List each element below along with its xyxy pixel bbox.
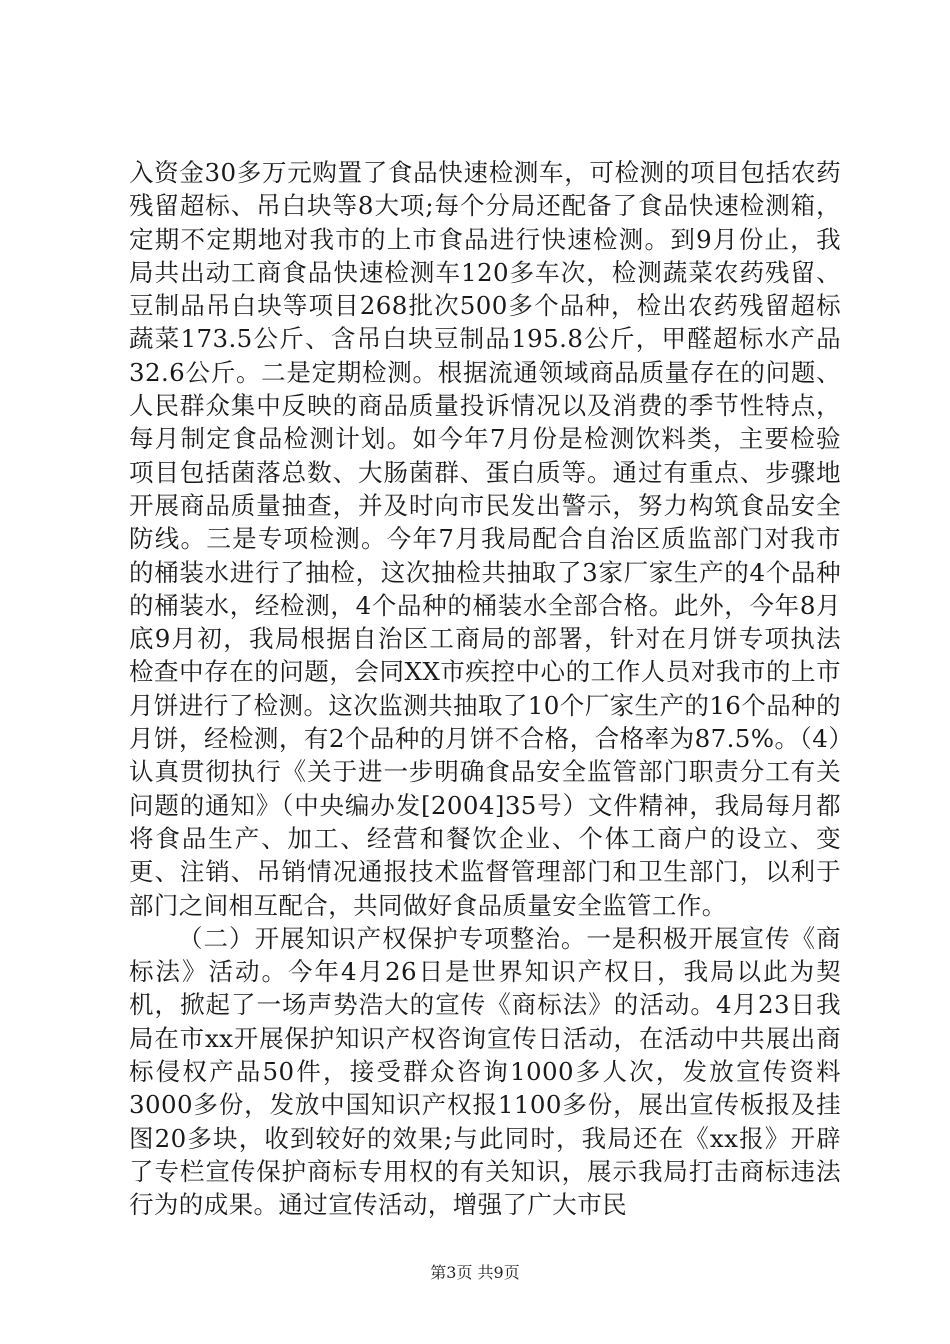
paragraph-food-safety-testing: 入资金30多万元购置了食品快速检测车，可检测的项目包括农药残留超标、吊白块等8大项;每个分局还配备了食品快速检测箱，定期不定期地对我市的上市食品进行快速检测。到9月份止，我局共出动工商食品快速检测车120多车次，检测蔬菜农药残留、豆制品吊白块等项目268批次500多个品种，检出农药残留超标蔬菜173.5公斤、含吊白块豆制品195.8公斤，甲醛超标水产品32.6公斤。二是定期检测。根据流通领域商品质量存在的问题、人民群众集中反映的商品质量投诉情况以及消费的季节性特点，每月制定食品检测计划。如今年7月份是检测饮料类，主要检验项目包括菌落总数、大肠菌群、蛋白质等。通过有重点、步骤地开展商品质量抽查，并及时向市民发出警示，努力构筑食品安全防线。三是专项检测。今年7月我局配合自治区质监部门对我市的桶装水进行了抽检，这次抽检共抽取了3家厂家生产的4个品种的桶装水，经检测，4个品种的桶装水全部合格。此外，今年8月底9月初，我局根据自治区工商局的部署，针对在月饼专项执法检查中存在的问题，会同XX市疾控中心的工作人员对我市的上市月饼进行了检测。这次监测共抽取了10个厂家生产的16个品种的月饼，经检测，有2个品种的月饼不合格，合格率为87.5%。（4）认真贯彻执行《关于进一步明确食品安全监管部门职责分工有关问题的通知》（中央编办发[2004]35号）文件精神，我局每月都将食品生产、加工、经营和餐饮企业、个体工商户的设立、变更、注销、吊销情况通报技术监督管理部门和卫生部门，以利于部门之间相互配合，共同做好食品质量安全监管工作。: [129, 158, 841, 920]
paragraph-ip-protection: （二）开展知识产权保护专项整治。一是积极开展宣传《商标法》活动。今年4月26日是世界知识产权日，我局以此为契机，掀起了一场声势浩大的宣传《商标法》的活动。4月23日我局在市xx开展保护知识产权咨询宣传日活动，在活动中共展出商标侵权产品50件，接受群众咨询1000多人次，发放宣传资料3000多份，发放中国知识产权报1100多份，展出宣传板报及挂图20多块，收到较好的效果;与此同时，我局还在《xx报》开辟了专栏宣传保护商标专用权的有关知识，展示我局打击商标违法行为的成果。通过宣传活动，增强了广大市民: [129, 923, 841, 1220]
document-body: [129, 156, 841, 1222]
page-number-footer: 第3页 共9页: [430, 1263, 520, 1282]
